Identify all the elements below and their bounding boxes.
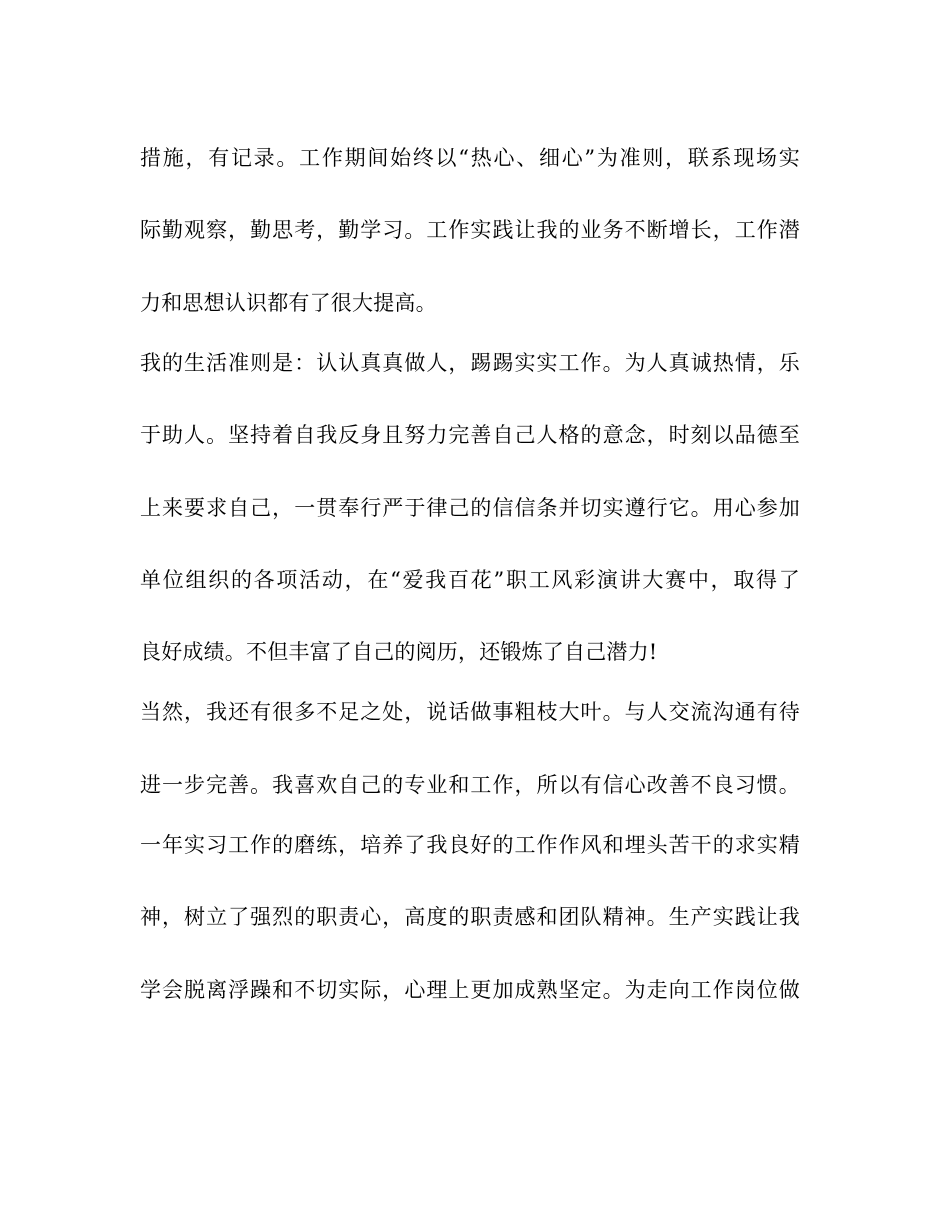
text-line: 措施，有记录。工作期间始终以“热心、细心”为准则，联系现场实 (140, 146, 800, 170)
text-line: 当然，我还有很多不足之处，说话做事粗枝大叶。与人交流沟通有待 (140, 700, 800, 724)
text-line: 一年实习工作的磨练，培养了我良好的工作作风和埋头苦干的求实精 (140, 833, 800, 857)
text-line: 际勤观察，勤思考，勤学习。工作实践让我的业务不断增长，工作潜 (140, 218, 800, 242)
text-line: 神，树立了强烈的职责心，高度的职责感和团队精神。生产实践让我 (140, 905, 800, 929)
text-line: 学会脱离浮躁和不切实际，心理上更加成熟坚定。为走向工作岗位做 (140, 978, 800, 1002)
text-line: 单位组织的各项活动，在“爱我百花”职工风彩演讲大赛中，取得了 (140, 568, 800, 592)
text-line: 良好成绩。不但丰富了自己的阅历，还锻炼了自己潜力! (140, 640, 658, 664)
text-line: 我的生活准则是：认认真真做人，踢踢实实工作。为人真诚热情，乐 (140, 351, 800, 375)
text-line: 上来要求自己，一贯奉行严于律己的信信条并切实遵行它。用心参加 (140, 496, 800, 520)
text-line: 进一步完善。我喜欢自己的专业和工作，所以有信心改善不良习惯。 (140, 773, 800, 797)
text-line: 力和思想认识都有了很大提高。 (140, 291, 437, 315)
text-line: 于助人。坚持着自我反身且努力完善自己人格的意念，时刻以品德至 (140, 423, 800, 447)
